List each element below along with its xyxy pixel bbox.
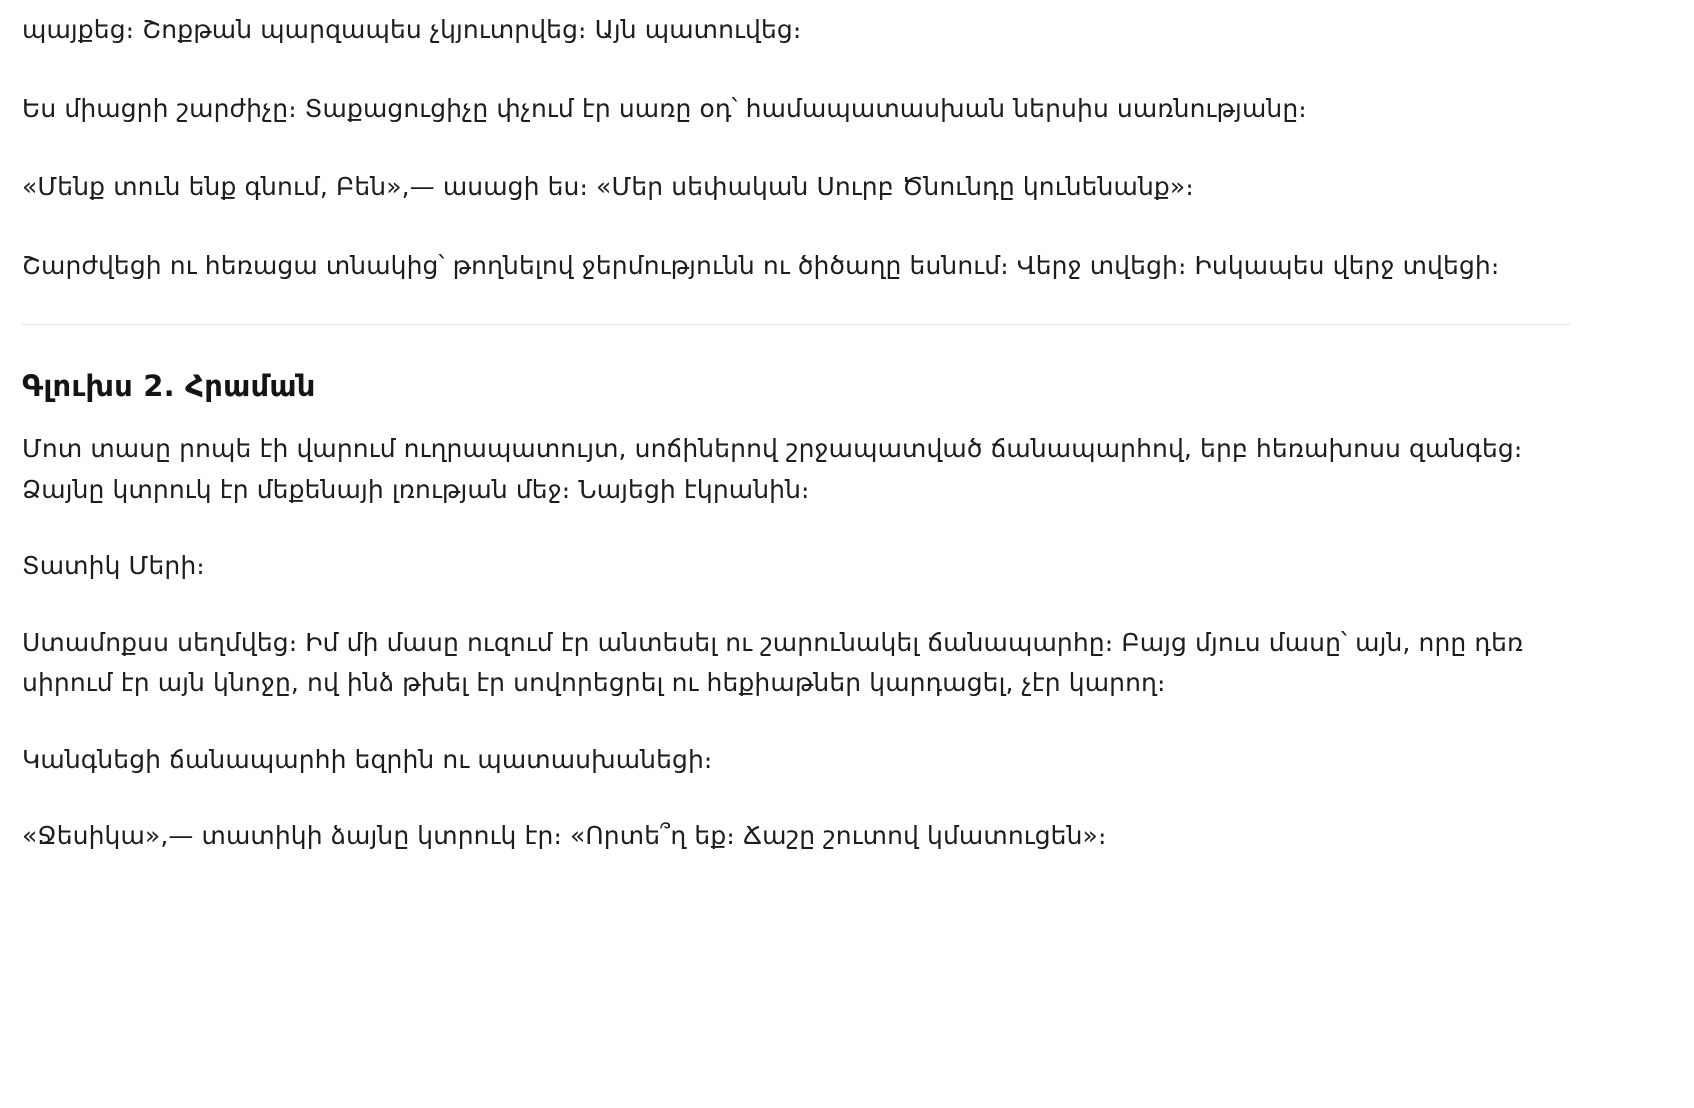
paragraph: Շարժվեցի ու հեռացա տնակից՝ թողնելով ջերմությունն ու ծիծաղը եսնում։ Վերջ տվեցի։ Իսկապես վերջ տվեցի։ <box>22 250 1500 280</box>
paragraph: Ստամոքսս սեղմվեց։ Իմ մի մասը ուզում էր անտեսել ու շարունակել ճանապարհը։ Բայց մյուս մասը՝ այն, որը դեռ սիրում էր այն կնոջը, ով ինձ թխել էր սովորեցրել ու հեքիաթներ կարդացել, չէր կարող։ <box>22 627 1524 697</box>
preceding-text-section <box>22 10 1672 286</box>
section-divider <box>22 324 1570 325</box>
chapter-heading: Գլուխս 2. Հրաման <box>22 369 316 403</box>
paragraph: «Մենք տուն ենք գնում, Բեն»,— ասացի ես։ «Մեր սեփական Սուրբ Ծնունդը կունենանք»։ <box>22 172 1194 201</box>
document-page <box>0 10 1694 1108</box>
paragraph: «Ջեսիկա»,— տատիկի ձայնը կտրուկ էր։ «Որտե՞ղ եք։ Ճաշը շուտով կմատուցեն»։ <box>22 821 1107 850</box>
paragraph: Մոտ տասը րոպե էի վարում ուղրապատույտ, սոճիներով շրջապատված ճանապարհով, երբ հեռախոսս զանգեց։ Ձայնը կտրուկ էր մեքենայի լռության մեջ։ Նայեցի էկրանին։ <box>22 434 1523 504</box>
paragraph: Կանգնեցի ճանապարհի եզրին ու պատասխանեցի։ <box>22 744 713 774</box>
paragraph: Ես միացրի շարժիչը։ Տաքացուցիչը փչում էր սառը օդ՝ համապատասխան ներսիս սառնությանը։ <box>22 93 1307 123</box>
paragraph: պայքեց։ Շոքթան պարզապես չկյուտրվեց։ Այն պատուվեց։ <box>22 15 802 44</box>
paragraph: Տատիկ Մերի։ <box>22 551 205 580</box>
chapter-section <box>22 369 1672 857</box>
